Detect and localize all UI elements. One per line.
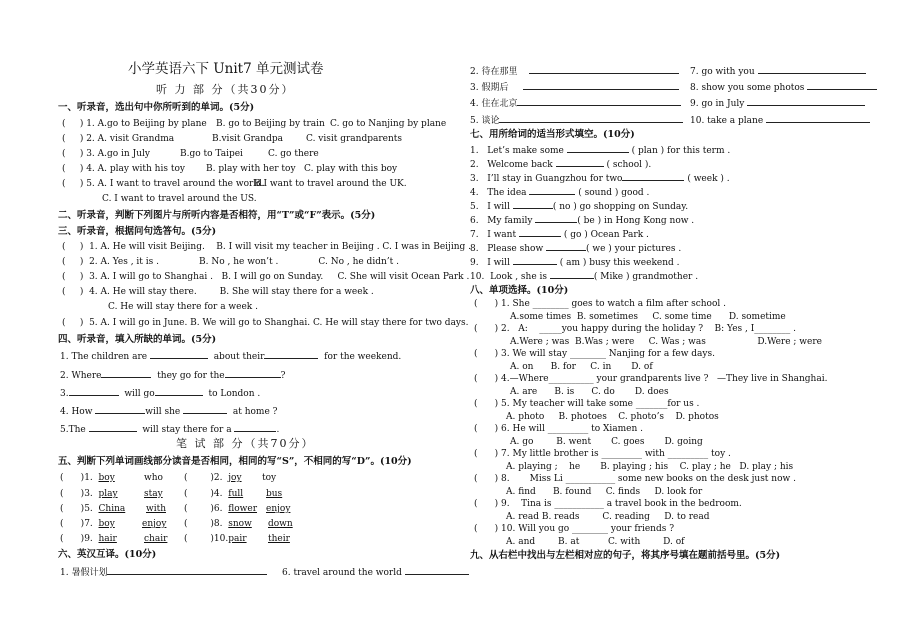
phonics-row: ( )5. China: [60, 504, 126, 514]
answer-blank[interactable]: [546, 242, 586, 251]
phonics-word: chair: [144, 534, 168, 544]
section-2-heading: 二、听录音，判断下列图片与所听内容是否相符，用“T”或“F”表示。(5分): [58, 210, 376, 221]
fill-item: 6. My family ( be ) in Hong Kong now .: [470, 216, 695, 226]
fill-item: 3. will go to London .: [60, 389, 261, 399]
translation-item: 8. show you some photos: [690, 81, 877, 94]
question-item: ( ) 5. A. I want to travel around the world.: [62, 179, 265, 189]
option-c: C. go to Nanjing by plane: [330, 119, 447, 129]
phonics-row: ( )7. boy: [60, 519, 115, 529]
answer-blank[interactable]: [89, 423, 137, 432]
answer-blank[interactable]: [758, 65, 866, 74]
answer-blank[interactable]: [622, 172, 684, 181]
mcq-question: ( ) 9. Tina is ___________ a travel book in the bedroom.: [474, 499, 742, 509]
answer-blank[interactable]: [183, 405, 227, 414]
answer-blank[interactable]: [155, 387, 203, 396]
section-4-heading: 四、听录音，填入所缺的单词。(5分): [58, 334, 217, 345]
section-8-heading: 八、单项选择。(10分): [470, 285, 569, 296]
option-b: B. go to Beijing by train: [216, 119, 325, 129]
phonics-row: ( )9. hair: [60, 534, 117, 544]
mcq-question: ( ) 8. Miss Li ___________ some new books on the desk just now .: [474, 474, 796, 484]
phonics-word: their: [268, 534, 290, 544]
answer-blank[interactable]: [519, 228, 561, 237]
question-continuation: C. He will stay there for a week .: [108, 302, 258, 312]
answer-blank[interactable]: [234, 423, 276, 432]
answer-blank[interactable]: [95, 405, 145, 414]
phonics-word: with: [146, 504, 166, 514]
mcq-options: A.Were ; was B.Was ; were C. Was ; was D.Were ; were: [510, 337, 822, 347]
phonics-word: down: [268, 519, 293, 529]
phonics-word: enjoy: [266, 504, 291, 514]
answer-blank[interactable]: [107, 566, 267, 575]
fill-item: 10. Look , she is ( Mike ) grandmother .: [470, 272, 699, 282]
mcq-question: ( ) 4.—Where__________ your grandparents live ? —They live in Shanghai.: [474, 374, 828, 384]
section-9-heading: 九、从右栏中找出与左栏相对应的句子，将其序号填在题前括号里。(5分): [470, 550, 781, 561]
fill-item: 5. I will ( no ) go shopping on Sunday.: [470, 202, 689, 212]
fill-item: 4. How will she at home ?: [60, 407, 278, 417]
mcq-question: ( ) 10. Will you go ________ your friends ?: [474, 524, 675, 534]
answer-blank[interactable]: [264, 350, 318, 359]
phonics-word: stay: [144, 489, 163, 499]
phonics-row: ( )8. snow: [184, 519, 252, 529]
mcq-question: ( ) 5. My teacher will take some _______for us .: [474, 399, 700, 409]
translation-item: 4. 住在北京: [470, 97, 681, 110]
writing-header: 笔 试 部 分（共70分）: [176, 437, 315, 450]
mcq-options: A. playing ; he B. playing ; his C. play ; he D. play ; his: [506, 462, 794, 472]
phonics-row: ( )3. play: [60, 489, 118, 499]
translation-item: 6. travel around the world: [282, 566, 469, 579]
phonics-word: toy: [262, 473, 277, 483]
phonics-row: ( )1. boy: [60, 473, 115, 483]
fill-item: 2. Welcome back ( school ).: [470, 160, 652, 170]
answer-blank[interactable]: [517, 97, 681, 106]
translation-item: 10. take a plane: [690, 114, 870, 127]
fill-item: 8. Please show ( we ) your pictures .: [470, 244, 682, 254]
answer-blank[interactable]: [523, 81, 679, 90]
answer-blank[interactable]: [807, 81, 877, 90]
question-item: ( ) 1. A. He will visit Beijing. B. I will visit my teacher in Beijing . C. I was in Beijing .: [62, 242, 471, 252]
mcq-options: A. photo B. photoes C. photo’s D. photos: [506, 412, 719, 422]
option-b: B. play with her toy: [206, 164, 296, 174]
answer-blank[interactable]: [513, 256, 557, 265]
mcq-question: ( ) 1. She ________ goes to watch a film after school .: [474, 299, 726, 309]
fill-item: 1. Let’s make some ( plan ) for this term .: [470, 146, 731, 156]
question-item: ( ) 2. A. visit Grandma: [62, 134, 175, 144]
translation-item: 7. go with you: [690, 65, 866, 78]
answer-blank[interactable]: [499, 114, 683, 123]
section-3-heading: 三、听录音，根据问句选答句。(5分): [58, 226, 217, 237]
answer-blank[interactable]: [529, 186, 575, 195]
option-b: B.visit Grandpa: [212, 134, 283, 144]
mcq-options: A. and B. at C. with D. of: [506, 537, 685, 547]
question-item: ( ) 5. A. I will go in June. B. We will go to Shanghai. C. He will stay there for two days.: [62, 318, 469, 328]
answer-blank[interactable]: [69, 387, 119, 396]
answer-blank[interactable]: [535, 214, 577, 223]
phonics-word: bus: [266, 489, 283, 499]
section-7-heading: 七、用所给词的适当形式填空。(10分): [470, 129, 635, 140]
mcq-question: ( ) 2. A: _____you happy during the holiday ? B: Yes , I________ .: [474, 324, 797, 334]
translation-item: 5. 谈论: [470, 114, 683, 127]
question-item: ( ) 1. A.go to Beijing by plane: [62, 119, 207, 129]
mcq-options: A. find B. found C. finds D. look for: [506, 487, 703, 497]
answer-blank[interactable]: [747, 97, 865, 106]
translation-item: 1. 暑假计划: [60, 566, 267, 579]
listening-header: 听 力 部 分（共30分）: [156, 83, 295, 96]
mcq-options: A. are B. is C. do D. does: [510, 387, 669, 397]
option-c: C. visit grandparents: [306, 134, 402, 144]
fill-item: 1. The children are about their for the weekend.: [60, 352, 402, 362]
section-1-heading: 一、听录音，选出句中你所听到的单词。(5分): [58, 102, 255, 113]
fill-item: 5.The will stay there for a .: [60, 425, 280, 435]
answer-blank[interactable]: [513, 200, 553, 209]
phonics-word: who: [144, 473, 163, 483]
section-5-heading: 五、判断下列单词画线部分读音是否相同，相同的写“S”，不相同的写“D”。(10分): [58, 456, 412, 467]
fill-item: 7. I want ( go ) Ocean Park .: [470, 230, 649, 240]
answer-blank[interactable]: [225, 369, 281, 378]
fill-item: 2. Where they go for the ?: [60, 371, 286, 381]
option-c: C. go there: [268, 149, 319, 159]
option-b: B.go to Taipei: [180, 149, 243, 159]
phonics-word: enjoy: [142, 519, 167, 529]
phonics-row: ( )6. flower: [184, 504, 258, 514]
fill-item: 3. I’ll stay in Guangzhou for two ( week ) .: [470, 174, 730, 184]
mcq-options: A. on B. for C. in D. of: [510, 362, 653, 372]
mcq-question: ( ) 3. We will stay ________ Nanjing for a few days.: [474, 349, 715, 359]
question-item: ( ) 2. A. Yes , it is . B. No , he won’t . C. No , he didn’t .: [62, 257, 399, 267]
section-6-heading: 六、英汉互译。(10分): [58, 549, 157, 560]
option-c: C. play with this boy: [304, 164, 398, 174]
fill-item: 9. I will ( am ) busy this weekend .: [470, 258, 680, 268]
answer-blank[interactable]: [567, 144, 629, 153]
question-item: ( ) 3. A. I will go to Shanghai . B. I will go on Sunday. C. She will visit Ocean Park .: [62, 272, 470, 282]
question-item: ( ) 4. A. play with his toy: [62, 164, 185, 174]
translation-item: 9. go in July: [690, 97, 865, 110]
mcq-question: ( ) 6. He will _________ to Xiamen .: [474, 424, 644, 434]
page-title: 小学英语六下 Unit7 单元测试卷: [128, 61, 324, 77]
mcq-options: A. read B. reads C. reading D. to read: [506, 512, 710, 522]
mcq-question: ( ) 7. My little brother is _________ with _________ toy .: [474, 449, 731, 459]
phonics-row: ( )2. joy: [184, 473, 242, 483]
mcq-options: A. go B. went C. goes D. going: [510, 437, 703, 447]
answer-blank[interactable]: [405, 566, 469, 575]
fill-item: 4. The idea ( sound ) good .: [470, 188, 650, 198]
answer-blank[interactable]: [150, 350, 208, 359]
option-b: B.I want to travel around the UK.: [254, 179, 407, 189]
answer-blank[interactable]: [766, 114, 870, 123]
answer-blank[interactable]: [556, 158, 604, 167]
phonics-row: ( )10.pair: [184, 534, 247, 544]
question-item: ( ) 3. A.go in July: [62, 149, 150, 159]
answer-blank[interactable]: [550, 270, 594, 279]
mcq-options: A.some times B. sometimes C. some time D. sometime: [510, 312, 786, 322]
phonics-row: ( )4. full: [184, 489, 244, 499]
translation-item: 2. 待在那里: [470, 65, 679, 78]
translation-item: 3. 假期后: [470, 81, 679, 94]
question-item: ( ) 4. A. He will stay there. B. She will stay there for a week .: [62, 287, 374, 297]
answer-blank[interactable]: [101, 369, 151, 378]
answer-blank[interactable]: [529, 65, 679, 74]
option-c: C. I want to travel around the US.: [102, 194, 257, 204]
